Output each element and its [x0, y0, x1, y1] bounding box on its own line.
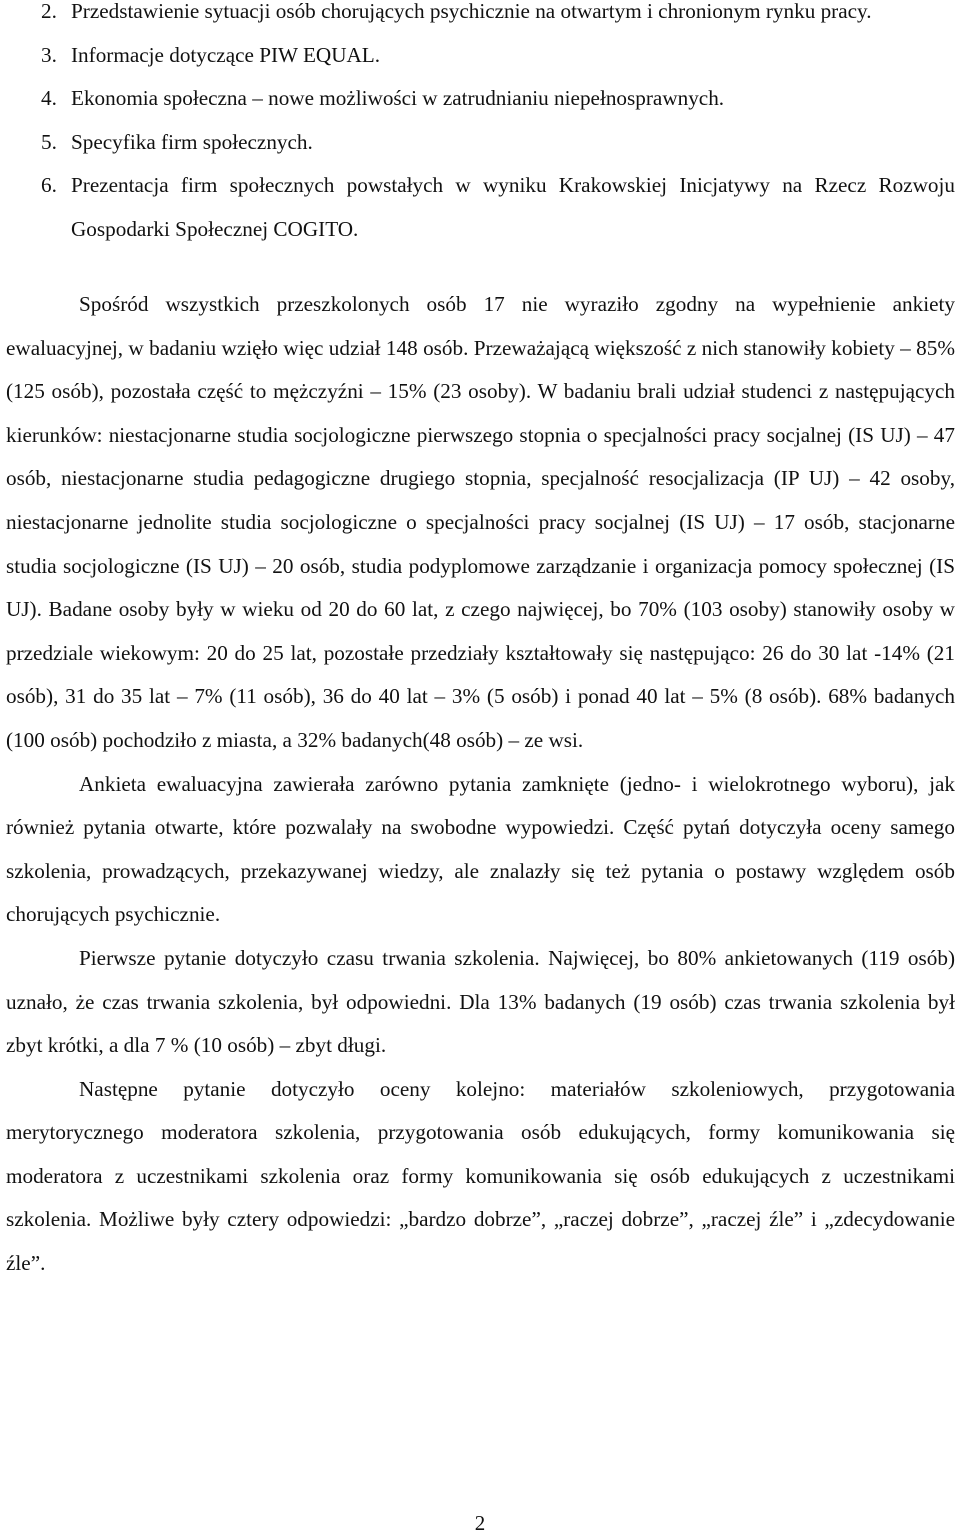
paragraph-training-duration: Pierwsze pytanie dotyczyło czasu trwania szkolenia. Najwięcej, bo 80% ankietowanych (119 osób) uznało, że czas trwania szkolenia, był odpowiedni. Dla 13% badanych (19 osób) czas trwania szkolenia był zbyt krótki, a dla 7 % (10 osób) – zbyt długi.: [6, 945, 955, 1058]
list-item-text: Specyfika firm społecznych.: [71, 129, 313, 154]
list-item-text: Przedstawienie sytuacji osób chorujących psychicznie na otwartym i chronionym rynku pracy.: [71, 0, 872, 23]
paragraph-participants: Spośród wszystkich przeszkolonych osób 17 nie wyraziło zgodny na wypełnienie ankiety ewaluacyjnej, w badaniu wzięło więc udział 148 osób. Przeważającą większość z nich stanowiły kobiety – 85% (125 osób), pozostała część to mężczyźni – 15% (23 osoby). W badaniu brali udział studenci z następujących kierunków: niestacjonarne studia socjologiczne pierwszego stopnia o specjalności pracy socjalnej (IS UJ) – 47 osób, niestacjonarne studia pedagogiczne drugiego stopnia, specjalność resocjalizacja (IP UJ) – 42 osoby, niestacjonarne jednolite studia socjologiczne o specjalności pracy socjalnej (IS UJ) – 17 osób, stacjonarne studia socjologiczne (IS UJ) – 20 osób, studia podyplomowe zarządzanie i organizacja pomocy społecznej (IS UJ). Badane osoby były w wieku od 20 do 60 lat, z czego najwięcej, bo 70% (103 osoby) stanowiły osoby w przedziale wiekowym: 20 do 25 lat, pozostałe przedziały kształtowały się następująco: 26 do 30 lat -14% (21 osób), 31 do 35 lat – 7% (11 osób), 36 do 40 lat – 3% (5 osób) i ponad 40 lat – 5% (8 osób). 68% badanych (100 osób) pochodziło z miasta, a 32% badanych(48 osób) – ze wsi.: [6, 292, 955, 752]
page-number: 2: [474, 1511, 486, 1535]
list-item: [6, 34, 955, 78]
paragraph-survey-structure: Ankieta ewaluacyjna zawierała zarówno pytania zamknięte (jedno- i wielokrotnego wyboru), jak również pytania otwarte, które pozwalały na swobodne wypowiedzi. Część pytań dotyczyła oceny samego szkolenia, prowadzących, przekazywanej wiedzy, ale znalazły się też pytania o postawy względem osób chorujących psychicznie.: [6, 771, 955, 927]
list-item: [6, 164, 955, 251]
list-item-number: 4.: [41, 86, 57, 110]
document-page: [6, 0, 955, 1286]
list-item: [6, 77, 955, 121]
topic-list: [6, 0, 955, 251]
paragraph-evaluation-criteria: Następne pytanie dotyczyło oceny kolejno: materiałów szkoleniowych, przygotowania merytorycznego moderatora szkolenia, przygotowania osób edukujących, formy komunikowania się moderatora z uczestnikami szkolenia oraz formy komunikowania się osób edukujących z uczestnikami szkolenia. Możliwe były cztery odpowiedzi: „bardzo dobrze”, „raczej dobrze”, „raczej źle” i „zdecydowanie źle”.: [6, 1076, 955, 1276]
list-item-number: 2.: [41, 0, 57, 23]
list-item-number: 6.: [41, 173, 57, 197]
list-item: [6, 121, 955, 165]
list-item-text: Informacje dotyczące PIW EQUAL.: [71, 42, 381, 67]
list-item-number: 3.: [41, 42, 57, 67]
list-item-text: Prezentacja firm społecznych powstałych w wyniku Krakowskiej Inicjatywy na Rzecz Rozwoju Gospodarki Społecznej COGITO.: [71, 173, 955, 241]
list-item-number: 5.: [41, 129, 57, 154]
list-item-text: Ekonomia społeczna – nowe możliwości w zatrudnianiu niepełnosprawnych.: [71, 86, 725, 110]
list-item: [6, 0, 955, 34]
